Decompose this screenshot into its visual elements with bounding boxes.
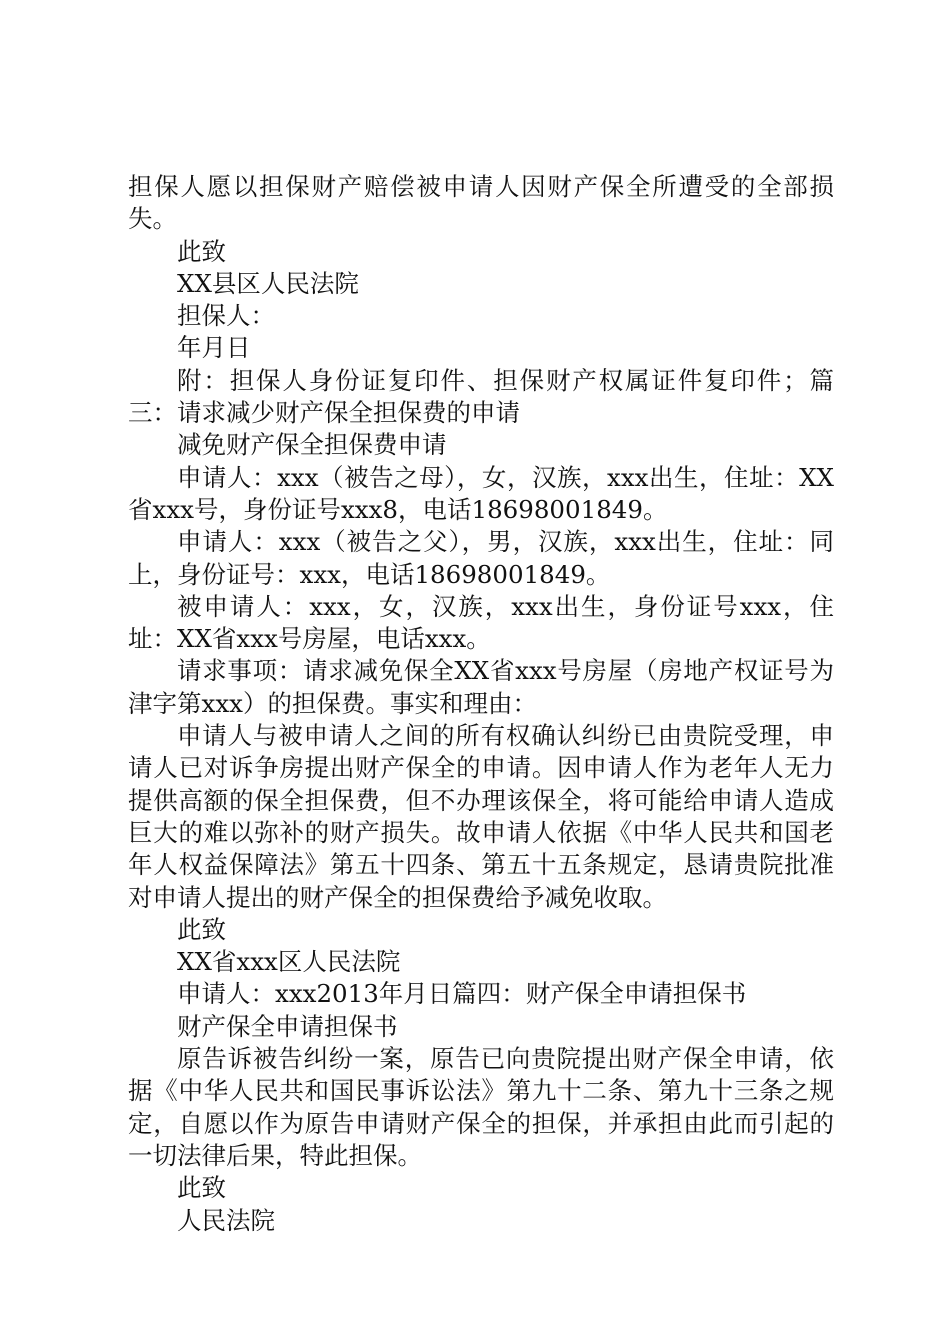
paragraph-7: 减免财产保全担保费申请 bbox=[177, 430, 447, 460]
paragraph-12: 申请人与被申请人之间的所有权确认纠纷已由贵院受理，申请人已对诉争房提出财产保全的申请。因申请人作为老年人无力提供高额的保全担保费，但不办理该保全，将可能给申请人造成巨大的难以弥补的财产损失。故申请人依据《中华人民共和国老年人权益保障法》第五十四条、第五十五条规定，恳请贵院批准对申请人提出的财产保全的担保费给予减免收取。 bbox=[128, 721, 834, 912]
paragraph-18: 此致 bbox=[177, 1173, 226, 1203]
paragraph-6: 附：担保人身份证复印件、担保财产权属证件复印件；篇三：请求减少财产保全担保费的申请 bbox=[128, 365, 834, 428]
paragraph-1: 担保人愿以担保财产赔偿被申请人因财产保全所遭受的全部损失。 bbox=[128, 172, 834, 234]
document-body bbox=[128, 171, 834, 1237]
paragraph-17: 原告诉被告纠纷一案，原告已向贵院提出财产保全申请，依据《中华人民共和国民事诉讼法》第九十二条、第九十三条之规定，自愿以作为原告申请财产保全的担保，并承担由此而引起的一切法律后果，特此担保。 bbox=[128, 1044, 834, 1170]
paragraph-3: XX县区人民法院 bbox=[177, 268, 359, 298]
paragraph-5: 年月日 bbox=[177, 333, 251, 363]
paragraph-19: 人民法院 bbox=[177, 1205, 275, 1235]
paragraph-16: 财产保全申请担保书 bbox=[177, 1011, 398, 1041]
paragraph-14: XX省xxx区人民法院 bbox=[177, 947, 401, 977]
paragraph-10: 被申请人：xxx，女，汉族，xxx出生，身份证号xxx，住址：XX省xxx号房屋，电话xxx。 bbox=[128, 591, 834, 654]
paragraph-15: 申请人：xxx2013年月日篇四：财产保全申请担保书 bbox=[177, 979, 747, 1009]
paragraph-2: 此致 bbox=[177, 236, 226, 266]
paragraph-9: 申请人：xxx（被告之父），男，汉族，xxx出生，住址：同上，身份证号：xxx，电话18698001849。 bbox=[128, 527, 834, 589]
paragraph-4: 担保人： bbox=[177, 301, 275, 331]
paragraph-8: 申请人：xxx（被告之母），女，汉族，xxx出生，住址：XX省xxx号，身份证号xxx8，电话18698001849。 bbox=[128, 462, 834, 524]
paragraph-13: 此致 bbox=[177, 914, 226, 944]
paragraph-11: 请求事项：请求减免保全XX省xxx号房屋（房地产权证号为津字第xxx）的担保费。事实和理由： bbox=[128, 656, 834, 718]
